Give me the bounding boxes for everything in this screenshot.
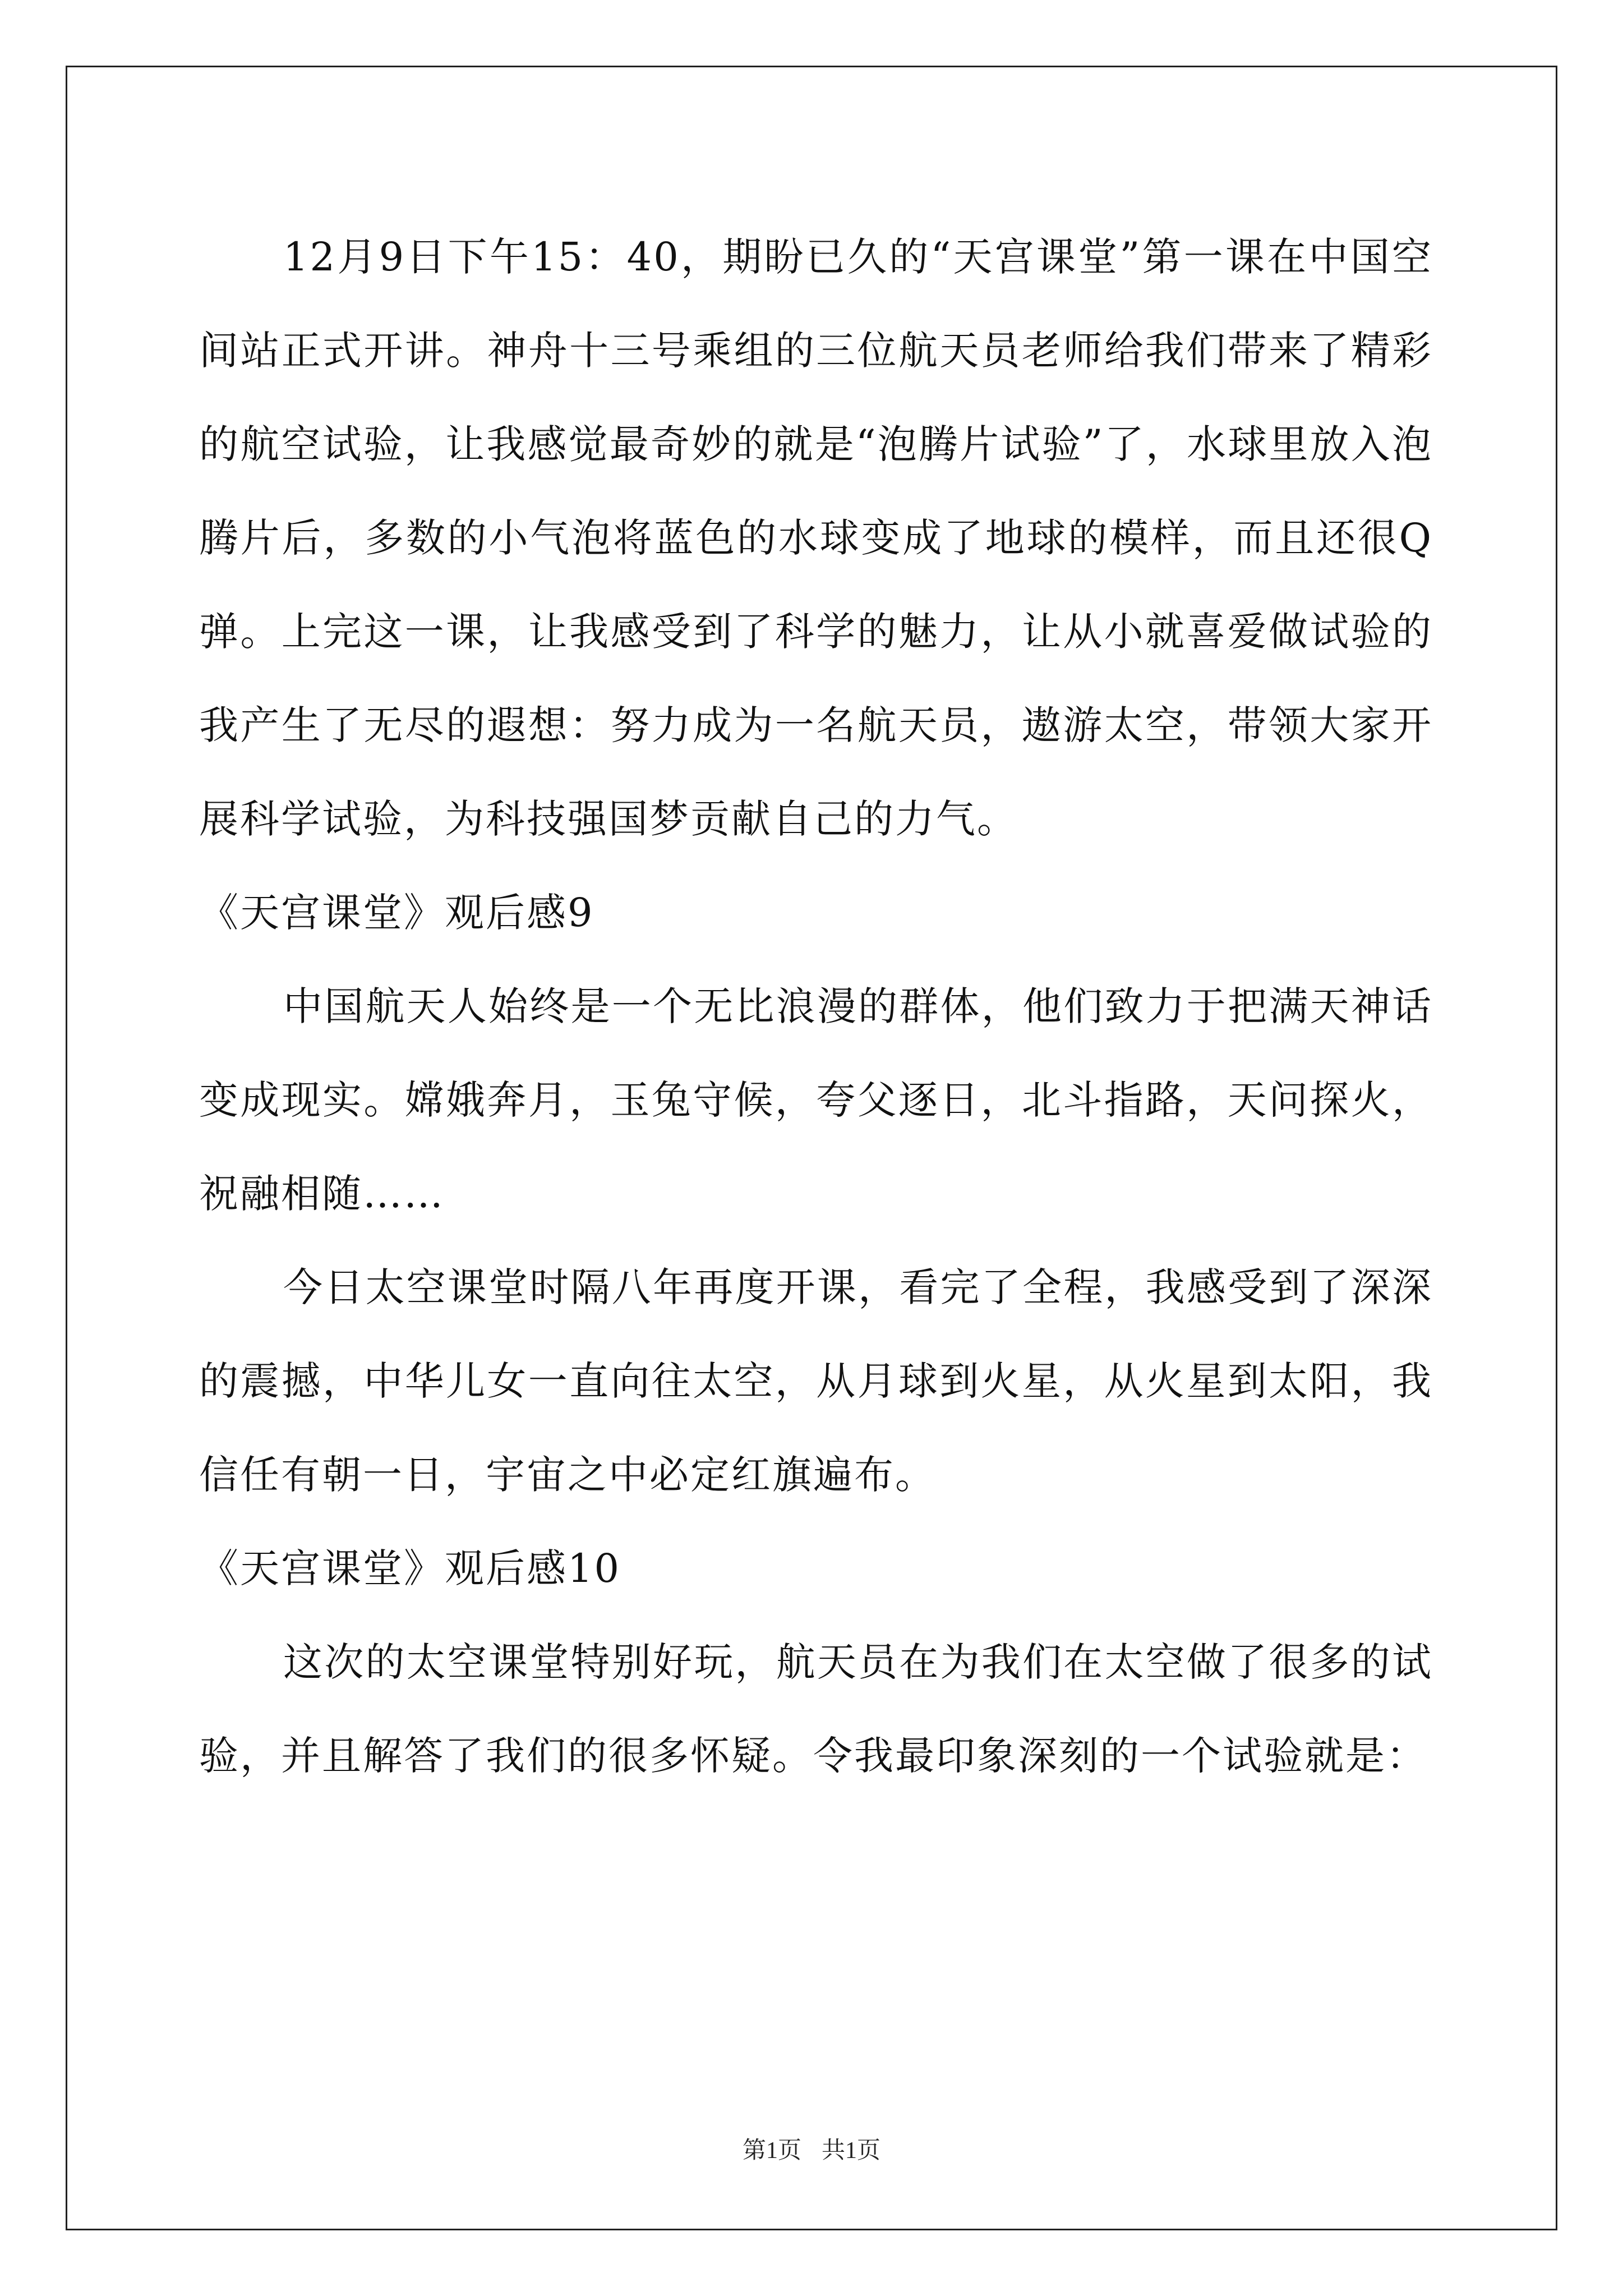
paragraph: 这次的太空课堂特别好玩，航天员在为我们在太空做了很多的试验，并且解答了我们的很多怀疑。令我最印象深刻的一个试验就是：	[199, 1639, 1433, 1779]
page-total: 共1页	[822, 2138, 881, 2164]
page-number: 第1页	[742, 2138, 801, 2164]
section-heading: 《天宫课堂》观后感9	[199, 890, 594, 936]
section-heading: 《天宫课堂》观后感10	[199, 1545, 621, 1591]
page-footer	[0, 2132, 1623, 2165]
paragraph: 中国航天人始终是一个无比浪漫的群体，他们致力于把满天神话变成现实。嫦娥奔月，玉兔守候，夸父逐日，北斗指路，天问探火，祝融相随……	[199, 983, 1433, 1217]
paragraph: 12月9日下午15：40，期盼已久的“天宫课堂”第一课在中国空间站正式开讲。神舟十三号乘组的三位航天员老师给我们带来了精彩的航空试验，让我感觉最奇妙的就是“泡腾片试验”了，水球里放入泡腾片后，多数的小气泡将蓝色的水球变成了地球的模样，而且还很Q弹。上完这一课，让我感受到了科学的魅力，让从小就喜爱做试验的我产生了无尽的遐想：努力成为一名航天员，遨游太空，带领大家开展科学试验，为科技强国梦贡献自己的力气。	[199, 234, 1433, 842]
paragraph: 今日太空课堂时隔八年再度开课，看完了全程，我感受到了深深的震撼，中华儿女一直向往太空，从月球到火星，从火星到太阳，我信任有朝一日，宇宙之中必定红旗遍布。	[199, 1264, 1433, 1498]
document-body	[199, 210, 1433, 1803]
